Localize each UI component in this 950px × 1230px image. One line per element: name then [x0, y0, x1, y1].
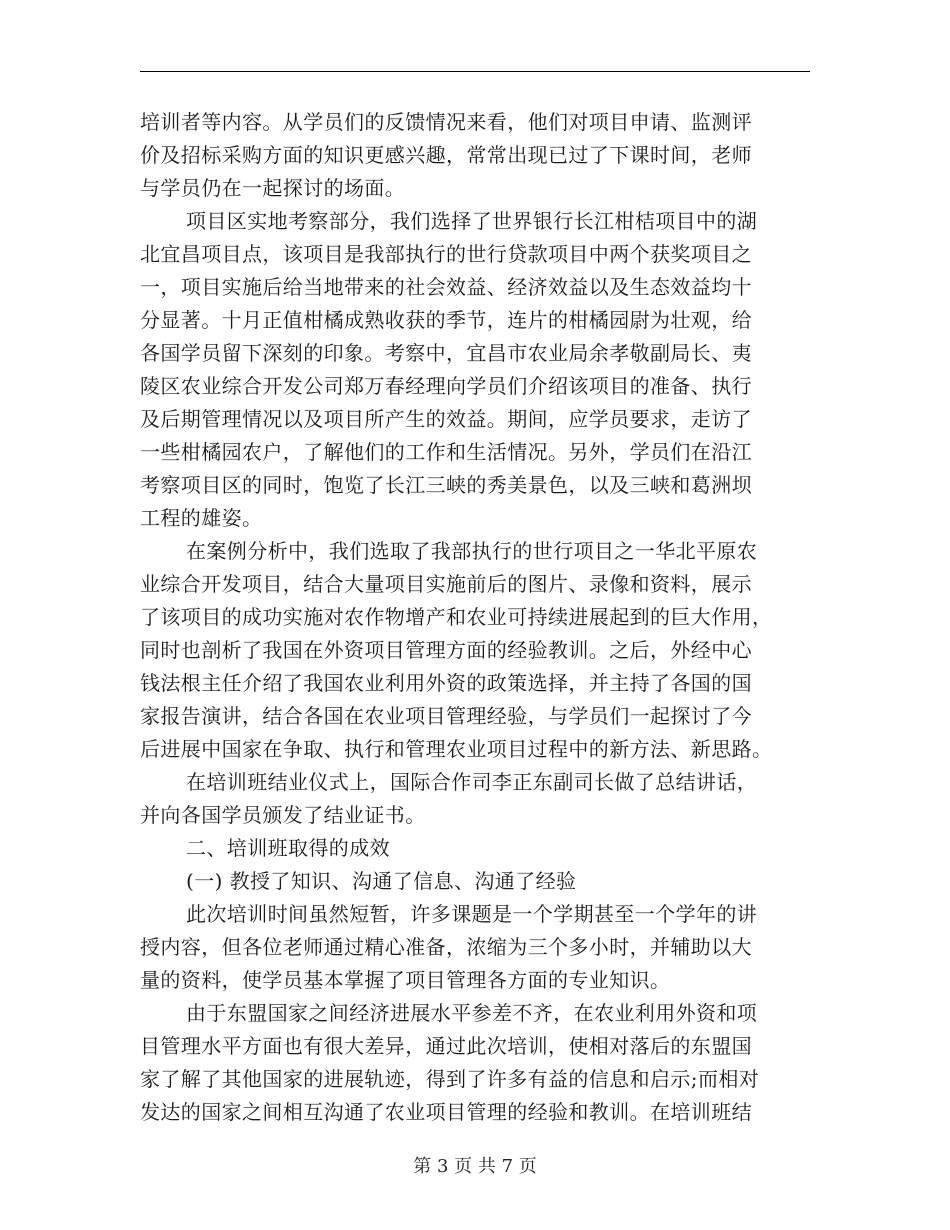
paragraph: [140, 766, 816, 832]
text-line: 考察项目区的同时，饱览了长江三峡的秀美景色，以及三峡和葛洲坝: [140, 473, 752, 497]
section-heading-text: 二、培训班取得的成效: [186, 836, 390, 860]
text-line: 分显著。十月正值柑橘成熟收获的季节，连片的柑橘园尉为壮观，给: [140, 308, 752, 332]
text-line: 量的资料，使学员基本掌握了项目管理各方面的专业知识。: [140, 968, 671, 992]
text-line: 目管理水平方面也有很大差异，通过此次培训，使相对落后的东盟国: [140, 1034, 752, 1058]
section-heading: [140, 832, 816, 865]
text-line: 陵区农业综合开发公司郑万春经理向学员们介绍该项目的准备、执行: [140, 374, 752, 398]
text-line: 发达的国家之间相互沟通了农业项目管理的经验和教训。在培训班结: [140, 1100, 752, 1124]
header-rule: [140, 71, 810, 72]
subsection-heading-text: (一) 教授了知识、沟通了信息、沟通了经验: [186, 869, 577, 893]
text-line: 同时也剖析了我国在外资项目管理方面的经验教训。之后，外经中心: [140, 638, 752, 662]
text-line: 工程的雄姿。: [140, 506, 263, 530]
text-line: 价及招标采购方面的知识更感兴趣，常常出现已过了下课时间，老师: [140, 143, 752, 167]
text-line: 各国学员留下深刻的印象。考察中，宜昌市农业局余孝敬副局长、夷: [140, 341, 752, 365]
text-line: 在培训班结业仪式上，国际合作司李正东副司长做了总结讲话，: [186, 770, 758, 794]
paragraph: [140, 997, 816, 1129]
text-line: 此次培训时间虽然短暂，许多课题是一个学期甚至一个学年的讲: [186, 902, 758, 926]
text-line: 项目区实地考察部分，我们选择了世界银行长江柑桔项目中的湖: [186, 209, 758, 233]
subsection-heading: [140, 865, 816, 898]
text-line: 在案例分析中，我们选取了我部执行的世行项目之一华北平原农: [186, 539, 758, 563]
document-body: [140, 106, 816, 1129]
text-line: 家报告演讲，结合各国在农业项目管理经验，与学员们一起探讨了今: [140, 704, 752, 728]
text-line: 一，项目实施后给当地带来的社会效益、经济效益以及生态效益均十: [140, 275, 752, 299]
paragraph: [140, 205, 816, 535]
text-line: 了该项目的成功实施对农作物增产和农业可持续进展起到的巨大作用，: [140, 605, 773, 629]
text-line: 授内容，但各位老师通过精心准备，浓缩为三个多小时，并辅助以大: [140, 935, 752, 959]
page-number-footer: 第 3 页 共 7 页: [413, 1156, 537, 1177]
text-line: 及后期管理情况以及项目所产生的效益。期间，应学员要求，走访了: [140, 407, 752, 431]
text-line: 由于东盟国家之间经济进展水平参差不齐，在农业利用外资和项: [186, 1001, 758, 1025]
text-line: 并向各国学员颁发了结业证书。: [140, 803, 426, 827]
paragraph: [140, 106, 816, 205]
text-line: 家了解了其他国家的进展轨迹，得到了许多有益的信息和启示;而相对: [140, 1067, 760, 1091]
paragraph: [140, 898, 816, 997]
text-line: 北宜昌项目点，该项目是我部执行的世行贷款项目中两个获奖项目之: [140, 242, 752, 266]
text-line: 与学员仍在一起探讨的场面。: [140, 176, 406, 200]
text-line: 钱法根主任介绍了我国农业利用外资的政策选择，并主持了各国的国: [140, 671, 752, 695]
paragraph: [140, 535, 816, 766]
text-line: 后进展中国家在争取、执行和管理农业项目过程中的新方法、新思路。: [140, 737, 773, 761]
text-line: 业综合开发项目，结合大量项目实施前后的图片、录像和资料，展示: [140, 572, 752, 596]
text-line: 培训者等内容。从学员们的反馈情况来看，他们对项目申请、监测评: [140, 110, 752, 134]
text-line: 一些柑橘园农户，了解他们的工作和生活情况。另外，学员们在沿江: [140, 440, 752, 464]
